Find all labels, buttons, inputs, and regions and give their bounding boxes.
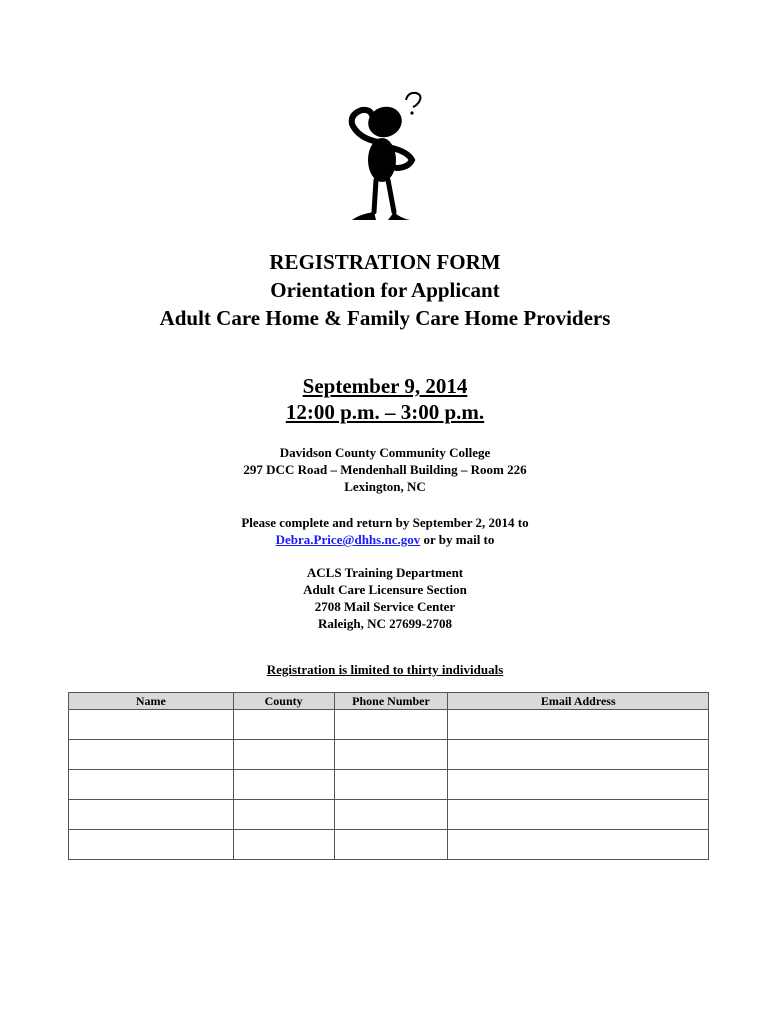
return-email-suffix: or by mail to [420,532,495,547]
email-cell[interactable] [448,770,709,800]
county-cell[interactable] [233,800,334,830]
email-cell[interactable] [448,800,709,830]
mailing-line-2: Adult Care Licensure Section [303,582,467,597]
title-line-2: Orientation for Applicant [270,278,500,302]
phone-cell[interactable] [334,830,448,860]
table-row [69,740,709,770]
registration-table [68,692,709,860]
mailing-line-3: 2708 Mail Service Center [314,599,456,614]
phone-cell[interactable] [334,770,448,800]
email-link[interactable]: Debra.Price@dhhs.nc.gov [275,532,421,547]
mailing-address [0,564,770,632]
venue-block [0,444,770,495]
header-name: Name [69,693,234,710]
table-row [69,710,709,740]
table-row [69,830,709,860]
title-line-1: REGISTRATION FORM [269,250,501,274]
table-header-row [69,693,709,710]
county-cell[interactable] [233,770,334,800]
county-cell[interactable] [233,830,334,860]
event-date: September 9, 2014 [302,374,468,398]
mailing-line-1: ACLS Training Department [306,565,464,580]
form-title [0,248,770,332]
venue-address: 297 DCC Road – Mendenhall Building – Room 226 [243,462,527,477]
email-cell[interactable] [448,710,709,740]
phone-cell[interactable] [334,740,448,770]
return-deadline: Please complete and return by September 2, 2014 to [241,515,529,530]
table-row [69,800,709,830]
header-county: County [233,693,334,710]
county-cell[interactable] [233,740,334,770]
venue-city: Lexington, NC [344,479,426,494]
event-time: 12:00 p.m. – 3:00 p.m. [285,400,485,424]
return-email-line [0,531,770,548]
event-schedule [0,373,770,425]
venue-name: Davidson County Community College [279,445,491,460]
table-row [69,770,709,800]
thinking-person-icon [330,80,440,230]
registration-limit-note: Registration is limited to thirty individuals [266,662,504,677]
name-cell[interactable] [69,830,234,860]
email-cell[interactable] [448,830,709,860]
phone-cell[interactable] [334,800,448,830]
name-cell[interactable] [69,770,234,800]
mailing-line-4: Raleigh, NC 27699-2708 [318,616,452,631]
title-line-3: Adult Care Home & Family Care Home Providers [159,306,611,330]
name-cell[interactable] [69,740,234,770]
county-cell[interactable] [233,710,334,740]
return-instructions [0,514,770,548]
name-cell[interactable] [69,800,234,830]
phone-cell[interactable] [334,710,448,740]
name-cell[interactable] [69,710,234,740]
email-cell[interactable] [448,740,709,770]
header-email-address: Email Address [448,693,709,710]
header-phone-number: Phone Number [334,693,448,710]
